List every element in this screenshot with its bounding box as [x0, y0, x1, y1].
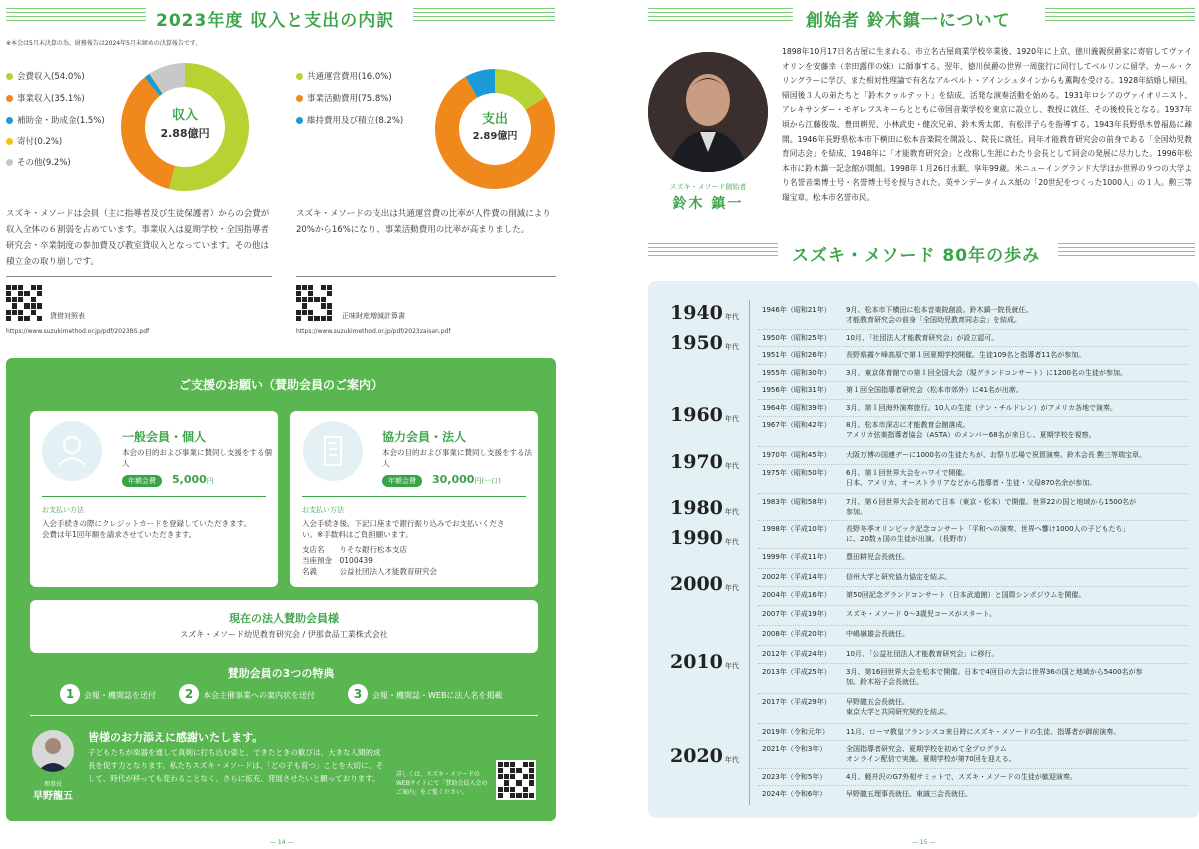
event-text: 3月、第16回世界大会を松本で開催。日本で4回目の大会に世界36の国と地域から5400名が参 加。鈴木裕子会長就任。 — [846, 668, 1143, 686]
legend-item: その他(9.2%) — [6, 156, 71, 168]
event-text: 3月、東京体育館での第１回全国大会（現グランドコンサート）に1200名の生徒が参加。 — [846, 369, 1127, 377]
founder-title: 創始者 鈴木鎮一について — [806, 11, 1011, 31]
event-year: 1999年（平成11年） — [762, 553, 831, 561]
expense-donut-chart — [433, 67, 557, 191]
row-divider — [758, 346, 1188, 347]
row-divider — [758, 381, 1188, 382]
row-divider — [758, 740, 1188, 741]
event-year: 2007年（平成19年） — [762, 610, 831, 618]
event-year: 1964年（昭和39年） — [762, 404, 831, 412]
card-corporate-desc: 本会の目的および事業に賛同し支援をする法人 — [382, 448, 532, 468]
legend-dot — [296, 73, 303, 80]
legend-item: 事業活動費用(75.8%) — [296, 92, 392, 104]
page-number-right: — 15 — — [912, 839, 936, 846]
event-year: 1956年（昭和31年） — [762, 386, 831, 394]
qr-label-net-assets: 正味財産増減計算書 — [342, 312, 405, 320]
event-year: 2004年（平成16年） — [762, 591, 831, 599]
title-deco-left — [648, 243, 778, 257]
card-individual-title: 一般会員・個人 — [122, 430, 207, 444]
decade-1950: 1950 年代 — [670, 332, 739, 354]
row-divider — [758, 663, 1188, 664]
event-text: 全国指導者研究会、夏期学校を初めて全プログラム オンライン配信で実施。夏期学校が第70回を迎える。 — [846, 745, 1016, 763]
event-text: 4月、軽井沢のG7外相サミットで、スズキ・メソードの生徒が歓迎演奏。 — [846, 773, 1077, 781]
event-text: 中嶋嶺雄会長就任。 — [846, 630, 909, 638]
row-divider — [758, 568, 1188, 569]
url-balance-sheet[interactable]: https://www.suzukimethod.or.jp/pdf/2023BS.pdf — [6, 328, 150, 335]
members-list: スズキ・メソード幼児教育研究会 / 伊那食品工業株式会社 — [180, 630, 388, 639]
title-deco-left — [648, 8, 793, 22]
benefit-item: 本会主催事業への案内状を送付 — [203, 691, 315, 700]
row-divider — [758, 364, 1188, 365]
event-text: 3月、第１回海外演奏旅行。10人の生徒（テン・チルドレン）がアメリカ各地で演奏。 — [846, 404, 1117, 412]
history-timeline — [648, 281, 1199, 818]
finance-title: 2023年度 収入と支出の内訳 — [156, 11, 395, 31]
chair-role: 理事長 — [43, 781, 62, 788]
legend-item: 共通運営費用(16.0%) — [296, 70, 392, 82]
bank-holder: 名義 公益社団法人才能教育研究会 — [302, 567, 437, 576]
qr-code-balance-sheet[interactable] — [6, 285, 42, 321]
history-title: スズキ・メソード 80年の歩み — [792, 246, 1041, 266]
person-icon — [42, 421, 102, 481]
event-text: スズキ・メソード 0〜3歳児コースがスタート。 — [846, 610, 996, 618]
decade-1960: 1960 年代 — [670, 404, 739, 426]
decade-2020: 2020 年代 — [670, 745, 739, 767]
payment-text: い。※手数料はご負担願います。 — [302, 530, 413, 539]
event-year: 2024年（令和6年） — [762, 790, 827, 798]
title-deco-right — [413, 8, 555, 22]
event-text: 8月、松本市深志に才能教育会館落成。 アメリカ弦楽指導者協会（ASTA）のメンバー68名が来日し、夏期学校を視察。 — [846, 421, 1096, 439]
row-divider — [758, 520, 1188, 521]
event-text: 7月、第６回世界大会を初めて日本（東京・松本）で開催。世界22の国と地域から1500名が 参加。 — [846, 498, 1137, 516]
qr-label-balance-sheet: 貸借対照表 — [50, 312, 85, 320]
card-corporate-title: 協力会員・法人 — [382, 430, 467, 444]
event-text: 大阪万博の国連デーに1000名の生徒たちが、お祭り広場で祝賀演奏。鈴木会長 勲三等瑞宝章。 — [846, 451, 1147, 459]
title-deco-left — [6, 8, 146, 22]
event-text: 10月、「社団法人才能教育研究会」が設立認可。 — [846, 334, 999, 342]
expense-donut-label: 支出 — [481, 112, 509, 127]
event-text: 第50回記念グランドコンサート（日本武道館）と国際シンポジウムを開催。 — [846, 591, 1086, 599]
payment-text: 入会手続きの際にクレジットカードを登録していただきます。 — [42, 519, 251, 528]
event-year: 2008年（平成20年） — [762, 630, 831, 638]
row-divider — [758, 416, 1188, 417]
event-text: 6月、第１回世界大会をハワイで開催。 日本、アメリカ、オーストラリアなどから指導者・生徒・父母870名余が参加。 — [846, 469, 1097, 487]
event-year: 1955年（昭和30年） — [762, 369, 831, 377]
event-year: 1946年（昭和21年） — [762, 306, 831, 314]
benefit-item: 会報・機関誌・WEBに法人名を掲載 — [372, 691, 503, 700]
divider — [296, 276, 556, 277]
event-text: 10月、「公益社団法人才能教育研究会」に移行。 — [846, 650, 999, 658]
event-year: 1975年（昭和50年） — [762, 469, 831, 477]
income-donut-chart — [118, 60, 252, 194]
event-text: 長野県霧ケ峰高原で第１回夏期学校開催。生徒109名と指導者11名が参加。 — [846, 351, 1086, 359]
row-divider — [758, 625, 1188, 626]
title-deco-right — [1045, 8, 1195, 22]
event-year: 2012年（平成24年） — [762, 650, 831, 658]
legend-dot — [6, 95, 13, 102]
page-number-left: — 14 — — [270, 839, 294, 846]
row-divider — [758, 464, 1188, 465]
row-divider — [758, 586, 1188, 587]
row-divider — [758, 446, 1188, 447]
legend-item: 補助金・助成金(1.5%) — [6, 114, 105, 126]
legend-dot — [6, 138, 13, 145]
legend-item: 維持費用及び積立(8.2%) — [296, 114, 403, 126]
event-year: 1983年（昭和58年） — [762, 498, 831, 506]
thanks-title: 皆様のお力添えに感謝いたします。 — [88, 731, 264, 744]
income-donut-label: 収入 — [171, 108, 199, 123]
payment-text: 会費は年1回年額を請求させていただきます。 — [42, 530, 197, 539]
bank-branch: 支店名 りそな銀行松本支店 — [302, 545, 407, 554]
divider — [6, 276, 272, 277]
legend-item: 事業収入(35.1%) — [6, 92, 85, 104]
benefit-number: 3 — [348, 684, 368, 704]
timeline-axis — [749, 300, 750, 805]
expense-description: スズキ・メソードの支出は共通運営費の比率が人件費の削減により20%から16%になり、事業活動費用の比率が高まりました。 — [296, 209, 551, 235]
decade-1990: 1990 年代 — [670, 527, 739, 549]
members-title: 現在の法人賛助会員様 — [229, 612, 339, 625]
event-text: 早野龍五会長就任。 東京大学と共同研究契約を結ぶ。 — [846, 698, 952, 716]
event-year: 2013年（平成25年） — [762, 668, 831, 676]
decade-2000: 2000 年代 — [670, 573, 739, 595]
row-divider — [758, 645, 1188, 646]
building-icon — [303, 421, 363, 481]
event-year: 1951年（昭和26年） — [762, 351, 831, 359]
decade-1970: 1970 年代 — [670, 451, 739, 473]
event-text: 長野冬季オリンピック記念コンサート「平和への演奏、世界へ響け1000人の子どもたち」 に、20数ヵ国の生徒が出演。（長野市） — [846, 525, 1130, 543]
legend-dot — [296, 117, 303, 124]
row-divider — [758, 723, 1188, 724]
divider — [30, 715, 538, 716]
event-text: 11月、ローマ教皇フランシスコ来日時にスズキ・メソードの生徒、指導者が御前演奏。 — [846, 728, 1121, 736]
legend-dot — [6, 73, 13, 80]
payment-method-label: お支払い方法 — [302, 506, 344, 514]
corporate-members-card — [30, 600, 538, 653]
url-net-assets[interactable]: https://www.suzukimethod.or.jp/pdf/2023zaisan.pdf — [296, 328, 451, 335]
row-divider — [758, 493, 1188, 494]
income-description: スズキ・メソードは会員（主に指導者及び生徒保護者）からの会費が収入全体の６割弱を占めています。事業収入は夏期学校・全国指導者研究会・卒業制度の参加費及び教室貸収入となっています。その他は積立金の取り崩しです。 — [6, 209, 270, 267]
card-individual-price: 5,000円 — [172, 473, 214, 486]
payment-method-label: お支払い方法 — [42, 506, 84, 514]
legend-dot — [296, 95, 303, 102]
chair-avatar — [32, 730, 74, 772]
row-divider — [758, 785, 1188, 786]
benefits-title: 賛助会員の3つの特典 — [227, 667, 335, 680]
event-year: 2023年（令和5年） — [762, 773, 827, 781]
annual-fee-badge: 年額会費 — [382, 475, 422, 487]
benefit-number: 1 — [60, 684, 80, 704]
qr-code-net-assets[interactable] — [296, 285, 332, 321]
event-year: 2017年（平成29年） — [762, 698, 831, 706]
card-corporate-price: 30,000円(一口) — [432, 473, 501, 486]
row-divider — [758, 548, 1188, 549]
legend-dot — [6, 159, 13, 166]
event-text: 9月、松本市下横田に松本音楽院創設。鈴木鎮一院長就任。 才能教育研究会の前身「全国幼児教育同志会」を結成。 — [846, 306, 1033, 324]
divider — [302, 496, 526, 497]
legend-item: 会費収入(54.0%) — [6, 70, 85, 82]
event-text: 早野龍五理事長就任。東誠三会長就任。 — [846, 790, 972, 798]
finance-note: ※本会は5月末決算の為、財務報告は2024年5月末締めの決算報告です。 — [6, 40, 202, 47]
annual-fee-badge: 年額会費 — [122, 475, 162, 487]
legend-dot — [6, 117, 13, 124]
event-text: 豊田耕児会長就任。 — [846, 553, 909, 561]
benefit-item: 会報・機関誌を送付 — [84, 691, 156, 700]
benefit-number: 2 — [179, 684, 199, 704]
event-year: 2019年（令和元年） — [762, 728, 829, 736]
title-deco-right — [1058, 243, 1195, 257]
row-divider — [758, 605, 1188, 606]
event-year: 2021年（令和3年） — [762, 745, 827, 753]
expense-donut-amount: 2.89億円 — [472, 131, 518, 142]
web-note: 詳しくは、スズキ・メソードのWEBサイトにて「賛助会員入会のご案内」をご覧ください。 — [396, 771, 488, 796]
chair-name: 早野龍五 — [33, 791, 73, 802]
founder-biography: 1898年10月17日名古屋に生まれる。市立名古屋商業学校卒業後、1920年に上京、徳川義親侯爵家に寄宿してヴァイオリンを安藤幸（幸田露伴の妹）に師事する。翌年、徳川侯爵の世界一周旅行に同行してベルリンに留学。カール・クリングラーに学び、また相対性理論で有名なアルベルト・アインシュタインからも薫陶を受ける。1928年結婚し帰国。帰国後３人の弟たちと「鈴木クヮルテット」を結成、活発な演奏活動を始める。1931年ロシアのヴァイオリニスト、アレキサンダー・モギレフスキーらとともに帝国音楽学校を東京に設立し、教授に就任、その後校長となる。1937年頃から江藤俊哉、豊田耕児、小林武史・健次兄弟、鈴木秀太郎、有松洋子らを指導する。1943年長野県木曽福島に疎開。1946年長野県松本市下横田に松本音楽院を開設し、院長に就任。同年才能教育研究会の前身である「全国幼児教育同志会」を結成、1948年に「才能教育研究会」と改称し生涯にわたり会長として同会の発展に尽力した。1996年松本市に鈴木鎮一記念館が開館。1998年１月26日永眠。享年99歳。米ニューイングランド大学ほか世界の９つの大学より名誉音楽博士号・名誉博士号を授与された。英サンデータイムス紙の「20世紀をつくった1000人」の１人。勲三等瑞宝章。松本市名誉市民。 — [782, 47, 1192, 202]
qr-code-support[interactable] — [496, 760, 536, 800]
decade-1940: 1940 年代 — [670, 302, 739, 324]
bank-account: 当座預金 0100439 — [302, 556, 373, 565]
divider — [42, 496, 266, 497]
row-divider — [758, 329, 1188, 330]
event-text: 信州大学と研究協力協定を結ぶ。 — [846, 573, 952, 581]
income-donut-amount: 2.88億円 — [160, 127, 210, 140]
event-year: 1970年（昭和45年） — [762, 451, 831, 459]
support-title: ご支援のお願い（賛助会員のご案内） — [178, 378, 383, 392]
founder-photo — [648, 52, 768, 172]
founder-name: 鈴木 鎮一 — [672, 196, 744, 212]
event-year: 2002年（平成14年） — [762, 573, 831, 581]
decade-1980: 1980 年代 — [670, 497, 739, 519]
event-year: 1950年（昭和25年） — [762, 334, 831, 342]
event-year: 1967年（昭和42年） — [762, 421, 831, 429]
row-divider — [758, 768, 1188, 769]
legend-item: 寄付(0.2%) — [6, 135, 62, 147]
event-text: 第１回全国指導者研究会（松本市郊外）に41名が出席。 — [846, 386, 1023, 394]
row-divider — [758, 693, 1188, 694]
row-divider — [758, 399, 1188, 400]
event-year: 1998年（平成10年） — [762, 525, 831, 533]
photo-caption: スズキ・メソード創始者 — [669, 183, 747, 191]
decade-2010: 2010 年代 — [670, 651, 739, 673]
card-individual-desc: 本会の目的および事業に賛同し支援をする個人 — [122, 448, 272, 468]
payment-text: 入会手続き後、下記口座まで銀行振り込みでお支払いくださ — [302, 519, 505, 528]
thanks-text: 子どもたちが楽器を通して真剣に打ち込む姿と、できたときの歓びは、大きな人間的成長を促す力となります。私たちスズキ・メソードは、「どの子も育つ」ことを大切に、そして、時代が移っても変わることなく、さらに拡充、発展させたいと願っております。 — [88, 748, 384, 783]
